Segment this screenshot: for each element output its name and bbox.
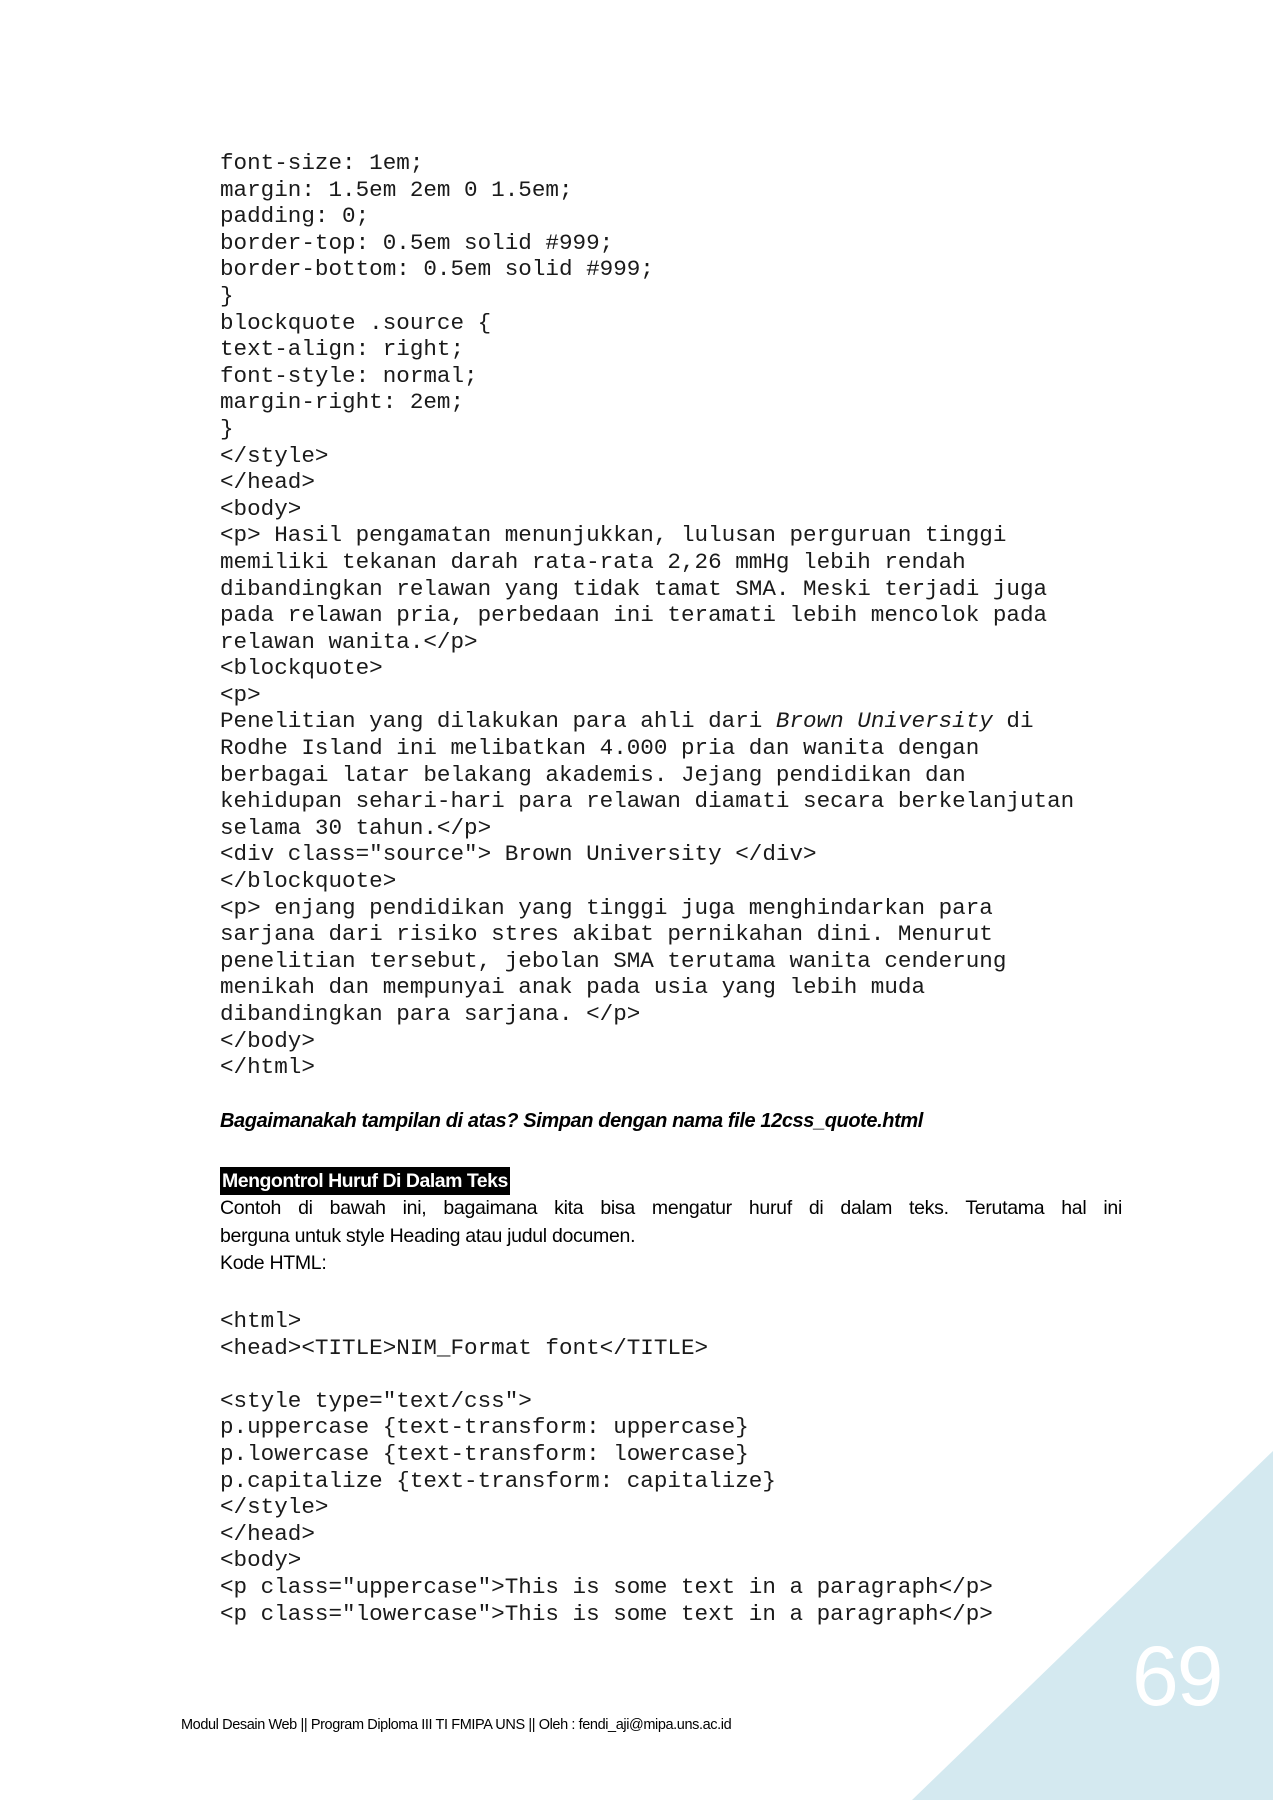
code-line: <style type="text/css"> <box>220 1387 532 1414</box>
code-line: <p> Hasil pengamatan menunjukkan, lulusan perguruan tinggi <box>220 522 1007 549</box>
code-line: font-size: 1em; <box>220 150 424 176</box>
code-line: selama 30 tahun.</p> <box>220 814 492 841</box>
section-heading: Mengontrol Huruf Di Dalam Teks <box>220 1167 510 1195</box>
code-line: border-top: 0.5em solid #999; <box>220 229 614 256</box>
page-footer: Modul Desain Web || Program Diploma III TI FMIPA UNS || Oleh : fendi_aji@mipa.uns.ac.id <box>181 1717 732 1733</box>
code-line: padding: 0; <box>220 203 370 230</box>
code-line: dibandingkan relawan yang tidak tamat SMA. Meski terjadi juga <box>220 575 1048 602</box>
paragraph-line: berguna untuk style Heading atau judul documen. <box>220 1224 636 1247</box>
code-line: penelitian tersebut, jebolan SMA terutama wanita cenderung <box>220 947 1007 974</box>
question-text: Bagaimanakah tampilan di atas? Simpan dengan nama file 12css_quote.html <box>220 1110 923 1132</box>
code-line: berbagai latar belakang akademis. Jejang pendidikan dan <box>220 761 966 788</box>
page-number: 69 <box>1132 1629 1222 1723</box>
code-text: di <box>992 708 1034 735</box>
code-line: </blockquote> <box>220 868 397 895</box>
code-line: <p class="uppercase">This is some text in a paragraph</p> <box>220 1573 993 1600</box>
code-line: <p> enjang pendidikan yang tinggi juga menghindarkan para <box>220 894 993 921</box>
section-paragraph <box>220 1195 1122 1278</box>
code-line: margin-right: 2em; <box>220 389 465 416</box>
code-line: <head><TITLE>NIM_Format font</TITLE> <box>220 1334 709 1361</box>
code-line: menikah dan mempunyai anak pada usia yang lebih muda <box>220 974 926 1001</box>
code-line: </style> <box>220 1494 329 1521</box>
code-line: p.lowercase {text-transform: lowercase} <box>220 1440 749 1467</box>
code-line: <p> <box>220 681 261 708</box>
paragraph-line: Contoh di bawah ini, bagaimana kita bisa mengatur huruf di dalam teks. Terutama hal ini <box>220 1197 1122 1219</box>
code-line: </head> <box>220 1520 315 1547</box>
code-line: <body> <box>220 495 302 522</box>
code-line: relawan wanita.</p> <box>220 628 478 655</box>
code-line: margin: 1.5em 2em 0 1.5em; <box>220 176 573 203</box>
code-line: </style> <box>220 442 329 469</box>
code-line: </head> <box>220 469 315 496</box>
code-line <box>220 708 1074 735</box>
code-line: p.capitalize {text-transform: capitalize} <box>220 1467 776 1494</box>
code-line: text-align: right; <box>220 336 465 363</box>
code-line: sarjana dari risiko stres akibat pernikahan dini. Menurut <box>220 921 993 948</box>
code-line: blockquote .source { <box>220 309 492 336</box>
code-line: pada relawan pria, perbedaan ini teramati lebih mencolok pada <box>220 602 1048 629</box>
code-line: p.uppercase {text-transform: uppercase} <box>220 1414 749 1441</box>
code-line: dibandingkan para sarjana. </p> <box>220 1001 641 1027</box>
code-line: memiliki tekanan darah rata-rata 2,26 mmHg lebih rendah <box>220 548 966 575</box>
code-line: } <box>220 415 234 442</box>
code-line: <html> <box>220 1308 302 1334</box>
code-line: <p class="lowercase">This is some text in a paragraph</p> <box>220 1600 993 1627</box>
code-line <box>220 1361 993 1388</box>
code-line: font-style: normal; <box>220 362 478 389</box>
code-line: <blockquote> <box>220 655 383 682</box>
code-italic-text: Brown University <box>775 708 993 735</box>
code-line: </html> <box>220 1054 315 1081</box>
code-line: <body> <box>220 1547 302 1574</box>
code-line: </body> <box>220 1027 315 1054</box>
paragraph-line: Kode HTML: <box>220 1252 327 1275</box>
code-block-text-transform <box>220 1308 993 1627</box>
code-line: border-bottom: 0.5em solid #999; <box>220 256 654 283</box>
code-line: Rodhe Island ini melibatkan 4.000 pria dan wanita dengan <box>220 735 980 762</box>
code-line: <div class="source"> Brown University </div> <box>220 841 817 868</box>
code-line: kehidupan sehari-hari para relawan diamati secara berkelanjutan <box>220 788 1075 815</box>
code-block-css-quote <box>220 150 1074 1081</box>
code-text: Penelitian yang dilakukan para ahli dari <box>220 708 776 735</box>
code-line: } <box>220 282 234 309</box>
